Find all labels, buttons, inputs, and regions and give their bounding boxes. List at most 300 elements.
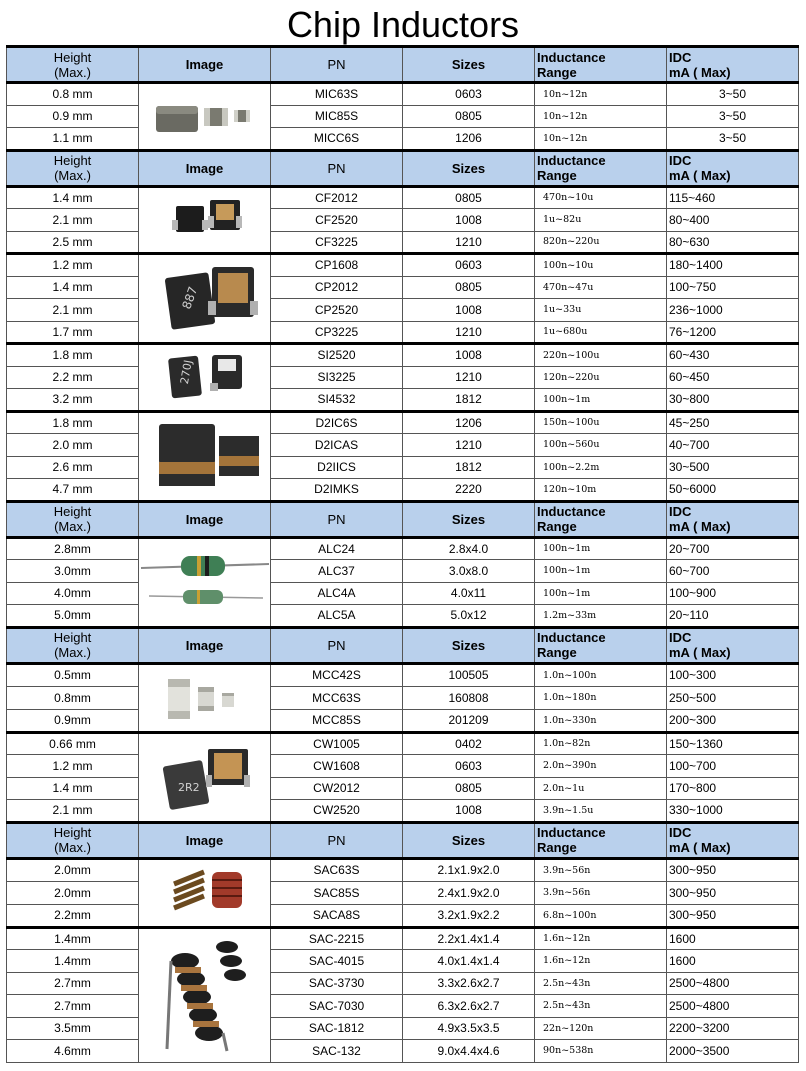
inductance-cell: 1.0n~330n [535, 709, 667, 732]
inductance-cell: 10n~12n [535, 105, 667, 128]
sizes-cell: 4.0x1.4x1.4 [403, 950, 535, 973]
inductance-cell: 1.0n~180n [535, 686, 667, 709]
height-cell: 2.0mm [7, 881, 139, 904]
table-row [7, 995, 799, 1018]
idc-cell: 2500~4800 [667, 995, 799, 1018]
table-row [7, 321, 799, 344]
height-cell: 2.8mm [7, 537, 139, 560]
idc-header-sublabel: mA ( Max) [669, 168, 731, 183]
idc-cell: 3~50 [667, 105, 799, 128]
sizes-cell: 0603 [403, 83, 535, 106]
inductance-header-sublabel: Range [537, 645, 577, 660]
pn-header: PN [271, 47, 403, 83]
sizes-cell: 1008 [403, 800, 535, 823]
height-cell: 4.0mm [7, 582, 139, 605]
inductance-cell: 120n~220u [535, 366, 667, 389]
table-row [7, 605, 799, 628]
pn-cell: MIC85S [271, 105, 403, 128]
sizes-header: Sizes [403, 627, 535, 663]
pn-cell: CW1608 [271, 755, 403, 778]
cf-molded-inductor-image [139, 186, 271, 254]
idc-cell: 2200~3200 [667, 1017, 799, 1040]
table-row [7, 904, 799, 927]
inductance-header-label: Inductance [537, 825, 606, 840]
height-cell: 2.1 mm [7, 800, 139, 823]
si-molded-inductor-image [139, 344, 271, 412]
inductance-cell: 1u~33u [535, 299, 667, 322]
inductance-cell: 100n~1m [535, 389, 667, 412]
sizes-cell: 1812 [403, 456, 535, 479]
height-cell: 3.5mm [7, 1017, 139, 1040]
height-header-label: Height [53, 630, 92, 645]
inductance-cell: 2.5n~43n [535, 995, 667, 1018]
table-row [7, 254, 799, 277]
sizes-header: Sizes [403, 47, 535, 83]
inductance-cell: 90n~538n [535, 1040, 667, 1063]
multilayer-chip-inductor-image [139, 663, 271, 732]
inductance-cell: 100n~1m [535, 582, 667, 605]
pn-cell: SAC-132 [271, 1040, 403, 1063]
inductance-cell: 1u~680u [535, 321, 667, 344]
inductance-header-label: Inductance [537, 153, 606, 168]
idc-cell: 60~450 [667, 366, 799, 389]
idc-cell: 76~1200 [667, 321, 799, 344]
height-cell: 4.7 mm [7, 479, 139, 502]
idc-header-sublabel: mA ( Max) [669, 840, 731, 855]
sizes-cell: 1812 [403, 389, 535, 412]
pn-cell: CW1005 [271, 732, 403, 755]
inductance-header-sublabel: Range [537, 64, 577, 80]
pn-cell: MICC6S [271, 128, 403, 151]
page-title: Chip Inductors [286, 4, 520, 45]
inductance-header [535, 627, 667, 663]
inductance-cell: 100n~1m [535, 537, 667, 560]
section-header-row [7, 627, 799, 663]
section-header-row [7, 47, 799, 83]
table-row [7, 927, 799, 950]
inductance-cell: 1.0n~100n [535, 663, 667, 686]
image-header: Image [139, 150, 271, 186]
pn-cell: CP1608 [271, 254, 403, 277]
inductance-cell: 3.9n~56n [535, 858, 667, 881]
pn-cell: CP2012 [271, 276, 403, 299]
pn-cell: SAC85S [271, 881, 403, 904]
inductance-cell: 2.5n~43n [535, 972, 667, 995]
idc-cell: 60~700 [667, 560, 799, 583]
table-row [7, 299, 799, 322]
sizes-header: Sizes [403, 150, 535, 186]
cp-molded-inductor-image [139, 254, 271, 344]
sizes-cell: 3.0x8.0 [403, 560, 535, 583]
height-header [7, 47, 139, 83]
height-cell: 0.8mm [7, 686, 139, 709]
height-header-sublabel: (Max.) [54, 645, 91, 660]
height-cell: 0.5mm [7, 663, 139, 686]
image-header: Image [139, 501, 271, 537]
height-cell: 1.4 mm [7, 777, 139, 800]
image-header: Image [139, 47, 271, 83]
height-header-label: Height [53, 49, 92, 65]
idc-cell: 30~800 [667, 389, 799, 412]
sizes-cell: 2.4x1.9x2.0 [403, 881, 535, 904]
table-row [7, 479, 799, 502]
table-row [7, 950, 799, 973]
table-row [7, 755, 799, 778]
pn-cell: ALC5A [271, 605, 403, 628]
inductance-cell: 1.6n~12n [535, 950, 667, 973]
table-row [7, 777, 799, 800]
height-header-sublabel: (Max.) [54, 840, 91, 855]
idc-cell: 45~250 [667, 411, 799, 434]
idc-cell: 180~1400 [667, 254, 799, 277]
inductance-cell: 10n~12n [535, 128, 667, 151]
idc-header-sublabel: mA ( Max) [669, 64, 731, 80]
inductance-cell: 10n~12n [535, 83, 667, 106]
pn-cell: MIC63S [271, 83, 403, 106]
inductance-cell: 100n~560u [535, 434, 667, 457]
height-cell: 2.5 mm [7, 231, 139, 254]
sizes-cell: 4.9x3.5x3.5 [403, 1017, 535, 1040]
inductance-cell: 3.9n~56n [535, 881, 667, 904]
idc-header [667, 150, 799, 186]
table-row [7, 537, 799, 560]
idc-header [667, 627, 799, 663]
sizes-cell: 1210 [403, 321, 535, 344]
sizes-cell: 3.2x1.9x2.2 [403, 904, 535, 927]
sizes-header: Sizes [403, 822, 535, 858]
sizes-cell: 0805 [403, 105, 535, 128]
height-cell: 1.4 mm [7, 276, 139, 299]
height-cell: 5.0mm [7, 605, 139, 628]
height-cell: 0.66 mm [7, 732, 139, 755]
idc-cell: 170~800 [667, 777, 799, 800]
pn-header: PN [271, 501, 403, 537]
idc-header-label: IDC [669, 630, 692, 645]
inductance-header-label: Inductance [537, 504, 606, 519]
table-row [7, 276, 799, 299]
pn-header: PN [271, 822, 403, 858]
idc-cell: 200~300 [667, 709, 799, 732]
air-core-coil-large-image [139, 927, 271, 1062]
sizes-cell: 1210 [403, 434, 535, 457]
height-cell: 1.8 mm [7, 344, 139, 367]
sizes-cell: 1008 [403, 209, 535, 232]
idc-header [667, 822, 799, 858]
image-header: Image [139, 822, 271, 858]
sizes-cell: 1008 [403, 299, 535, 322]
idc-cell: 50~6000 [667, 479, 799, 502]
inductance-header-label: Inductance [537, 49, 606, 65]
height-header [7, 822, 139, 858]
sizes-cell: 2.8x4.0 [403, 537, 535, 560]
table-row [7, 800, 799, 823]
sizes-cell: 3.3x2.6x2.7 [403, 972, 535, 995]
sizes-cell: 1206 [403, 411, 535, 434]
pn-header: PN [271, 150, 403, 186]
wirewound-chip-inductor-image [139, 411, 271, 501]
idc-cell: 100~700 [667, 755, 799, 778]
sizes-cell: 1206 [403, 128, 535, 151]
inductance-header [535, 501, 667, 537]
ceramic-chip-inductor-image [139, 83, 271, 151]
inductance-cell: 100n~10u [535, 254, 667, 277]
pn-cell: CP3225 [271, 321, 403, 344]
pn-cell: SAC-2215 [271, 927, 403, 950]
sizes-header: Sizes [403, 501, 535, 537]
sizes-cell: 5.0x12 [403, 605, 535, 628]
pn-cell: D2IC6S [271, 411, 403, 434]
inductance-header-sublabel: Range [537, 519, 577, 534]
sizes-cell: 201209 [403, 709, 535, 732]
sizes-cell: 0603 [403, 755, 535, 778]
idc-header-label: IDC [669, 49, 692, 65]
sizes-cell: 9.0x4.4x4.6 [403, 1040, 535, 1063]
height-cell: 0.9 mm [7, 105, 139, 128]
height-cell: 2.2mm [7, 904, 139, 927]
pn-cell: SACA8S [271, 904, 403, 927]
inductance-cell: 1u~82u [535, 209, 667, 232]
svg-text:2R2: 2R2 [177, 781, 200, 794]
height-header [7, 627, 139, 663]
inductance-header [535, 47, 667, 83]
inductance-cell: 1.2m~33m [535, 605, 667, 628]
table-row [7, 1017, 799, 1040]
height-cell: 0.8 mm [7, 83, 139, 106]
height-cell: 0.9mm [7, 709, 139, 732]
air-core-coil-small-image [139, 858, 271, 927]
inductance-cell: 2.0n~1u [535, 777, 667, 800]
idc-cell: 80~630 [667, 231, 799, 254]
table-row [7, 582, 799, 605]
pn-cell: CW2520 [271, 800, 403, 823]
height-header [7, 501, 139, 537]
inductance-cell: 1.6n~12n [535, 927, 667, 950]
sizes-cell: 1210 [403, 366, 535, 389]
idc-cell: 250~500 [667, 686, 799, 709]
table-row [7, 732, 799, 755]
idc-cell: 100~300 [667, 663, 799, 686]
sizes-cell: 0603 [403, 254, 535, 277]
pn-cell: SAC-4015 [271, 950, 403, 973]
inductance-header-sublabel: Range [537, 840, 577, 855]
height-cell: 3.0mm [7, 560, 139, 583]
sizes-cell: 0805 [403, 186, 535, 209]
axial-leaded-inductor-image [139, 537, 271, 627]
height-cell: 2.0mm [7, 858, 139, 881]
pn-cell: ALC4A [271, 582, 403, 605]
table-row [7, 881, 799, 904]
idc-cell: 300~950 [667, 858, 799, 881]
height-header-sublabel: (Max.) [54, 168, 91, 183]
chip-inductors-table [6, 45, 799, 1063]
sizes-cell: 2.1x1.9x2.0 [403, 858, 535, 881]
pn-cell: CF2012 [271, 186, 403, 209]
height-cell: 1.1 mm [7, 128, 139, 151]
idc-header [667, 501, 799, 537]
table-row [7, 105, 799, 128]
height-header-sublabel: (Max.) [54, 64, 91, 80]
sizes-cell: 1008 [403, 344, 535, 367]
table-row [7, 456, 799, 479]
idc-header-label: IDC [669, 504, 692, 519]
inductance-header [535, 150, 667, 186]
sizes-cell: 4.0x11 [403, 582, 535, 605]
table-row [7, 858, 799, 881]
idc-cell: 1600 [667, 927, 799, 950]
sizes-cell: 160808 [403, 686, 535, 709]
svg-text:887: 887 [178, 284, 200, 311]
idc-header-sublabel: mA ( Max) [669, 645, 731, 660]
inductance-cell: 220n~100u [535, 344, 667, 367]
idc-header-label: IDC [669, 825, 692, 840]
inductance-cell: 150n~100u [535, 411, 667, 434]
pn-cell: SI3225 [271, 366, 403, 389]
idc-cell: 100~750 [667, 276, 799, 299]
pn-cell: D2IICS [271, 456, 403, 479]
table-row [7, 709, 799, 732]
table-row [7, 560, 799, 583]
height-cell: 1.8 mm [7, 411, 139, 434]
pn-header: PN [271, 627, 403, 663]
sizes-cell: 100505 [403, 663, 535, 686]
idc-cell: 2500~4800 [667, 972, 799, 995]
inductance-cell: 6.8n~100n [535, 904, 667, 927]
idc-header-sublabel: mA ( Max) [669, 519, 731, 534]
pn-cell: ALC37 [271, 560, 403, 583]
inductance-cell: 1.0n~82n [535, 732, 667, 755]
sizes-cell: 0805 [403, 276, 535, 299]
idc-cell: 80~400 [667, 209, 799, 232]
height-cell: 1.2 mm [7, 755, 139, 778]
idc-cell: 1600 [667, 950, 799, 973]
sizes-cell: 2.2x1.4x1.4 [403, 927, 535, 950]
pn-cell: SAC-7030 [271, 995, 403, 1018]
idc-cell: 150~1360 [667, 732, 799, 755]
idc-header-label: IDC [669, 153, 692, 168]
section-header-row [7, 822, 799, 858]
pn-cell: SI2520 [271, 344, 403, 367]
idc-cell: 300~950 [667, 904, 799, 927]
height-cell: 2.6 mm [7, 456, 139, 479]
idc-cell: 330~1000 [667, 800, 799, 823]
height-header-label: Height [53, 504, 92, 519]
idc-cell: 115~460 [667, 186, 799, 209]
table-body [7, 47, 799, 1063]
cw-wirewound-inductor-image [139, 732, 271, 822]
sizes-cell: 6.3x2.6x2.7 [403, 995, 535, 1018]
pn-cell: SAC63S [271, 858, 403, 881]
inductance-cell: 820n~220u [535, 231, 667, 254]
idc-header [667, 47, 799, 83]
idc-cell: 100~900 [667, 582, 799, 605]
idc-cell: 40~700 [667, 434, 799, 457]
table-row [7, 83, 799, 106]
table-row [7, 389, 799, 412]
pn-cell: MCC63S [271, 686, 403, 709]
height-cell: 2.1 mm [7, 209, 139, 232]
inductance-cell: 100n~2.2m [535, 456, 667, 479]
table-row [7, 663, 799, 686]
table-row [7, 972, 799, 995]
table-row [7, 411, 799, 434]
height-header-label: Height [53, 153, 92, 168]
sizes-cell: 1210 [403, 231, 535, 254]
height-cell: 4.6mm [7, 1040, 139, 1063]
table-row [7, 434, 799, 457]
table-row [7, 366, 799, 389]
pn-cell: D2ICAS [271, 434, 403, 457]
height-cell: 1.4mm [7, 927, 139, 950]
idc-cell: 3~50 [667, 83, 799, 106]
inductance-cell: 470n~47u [535, 276, 667, 299]
table-row [7, 186, 799, 209]
pn-cell: SAC-3730 [271, 972, 403, 995]
height-cell: 2.1 mm [7, 299, 139, 322]
sizes-cell: 0805 [403, 777, 535, 800]
inductance-cell: 470n~10u [535, 186, 667, 209]
idc-cell: 236~1000 [667, 299, 799, 322]
height-header-label: Height [53, 825, 92, 840]
svg-text:270J: 270J [177, 359, 195, 386]
height-cell: 2.0 mm [7, 434, 139, 457]
pn-cell: ALC24 [271, 537, 403, 560]
inductance-cell: 3.9n~1.5u [535, 800, 667, 823]
table-row [7, 1040, 799, 1063]
height-cell: 1.4mm [7, 950, 139, 973]
pn-cell: MCC42S [271, 663, 403, 686]
inductance-cell: 2.0n~390n [535, 755, 667, 778]
idc-cell: 2000~3500 [667, 1040, 799, 1063]
sizes-cell: 2220 [403, 479, 535, 502]
table-row [7, 231, 799, 254]
table-row [7, 344, 799, 367]
pn-cell: D2IMKS [271, 479, 403, 502]
height-cell: 1.2 mm [7, 254, 139, 277]
height-cell: 3.2 mm [7, 389, 139, 412]
idc-cell: 60~430 [667, 344, 799, 367]
height-cell: 1.7 mm [7, 321, 139, 344]
idc-cell: 20~700 [667, 537, 799, 560]
inductance-header [535, 822, 667, 858]
pn-cell: MCC85S [271, 709, 403, 732]
section-header-row [7, 501, 799, 537]
table-row [7, 209, 799, 232]
pn-cell: SI4532 [271, 389, 403, 412]
pn-cell: CF3225 [271, 231, 403, 254]
inductance-cell: 120n~10m [535, 479, 667, 502]
pn-cell: SAC-1812 [271, 1017, 403, 1040]
idc-cell: 3~50 [667, 128, 799, 151]
inductance-header-sublabel: Range [537, 168, 577, 183]
height-cell: 1.4 mm [7, 186, 139, 209]
idc-cell: 30~500 [667, 456, 799, 479]
pn-cell: CF2520 [271, 209, 403, 232]
image-header: Image [139, 627, 271, 663]
inductance-cell: 22n~120n [535, 1017, 667, 1040]
section-header-row [7, 150, 799, 186]
inductance-header-label: Inductance [537, 630, 606, 645]
inductance-cell: 100n~1m [535, 560, 667, 583]
idc-cell: 20~110 [667, 605, 799, 628]
table-row [7, 128, 799, 151]
table-row [7, 686, 799, 709]
height-cell: 2.7mm [7, 972, 139, 995]
height-header-sublabel: (Max.) [54, 519, 91, 534]
pn-cell: CP2520 [271, 299, 403, 322]
height-cell: 2.7mm [7, 995, 139, 1018]
idc-cell: 300~950 [667, 881, 799, 904]
height-cell: 2.2 mm [7, 366, 139, 389]
